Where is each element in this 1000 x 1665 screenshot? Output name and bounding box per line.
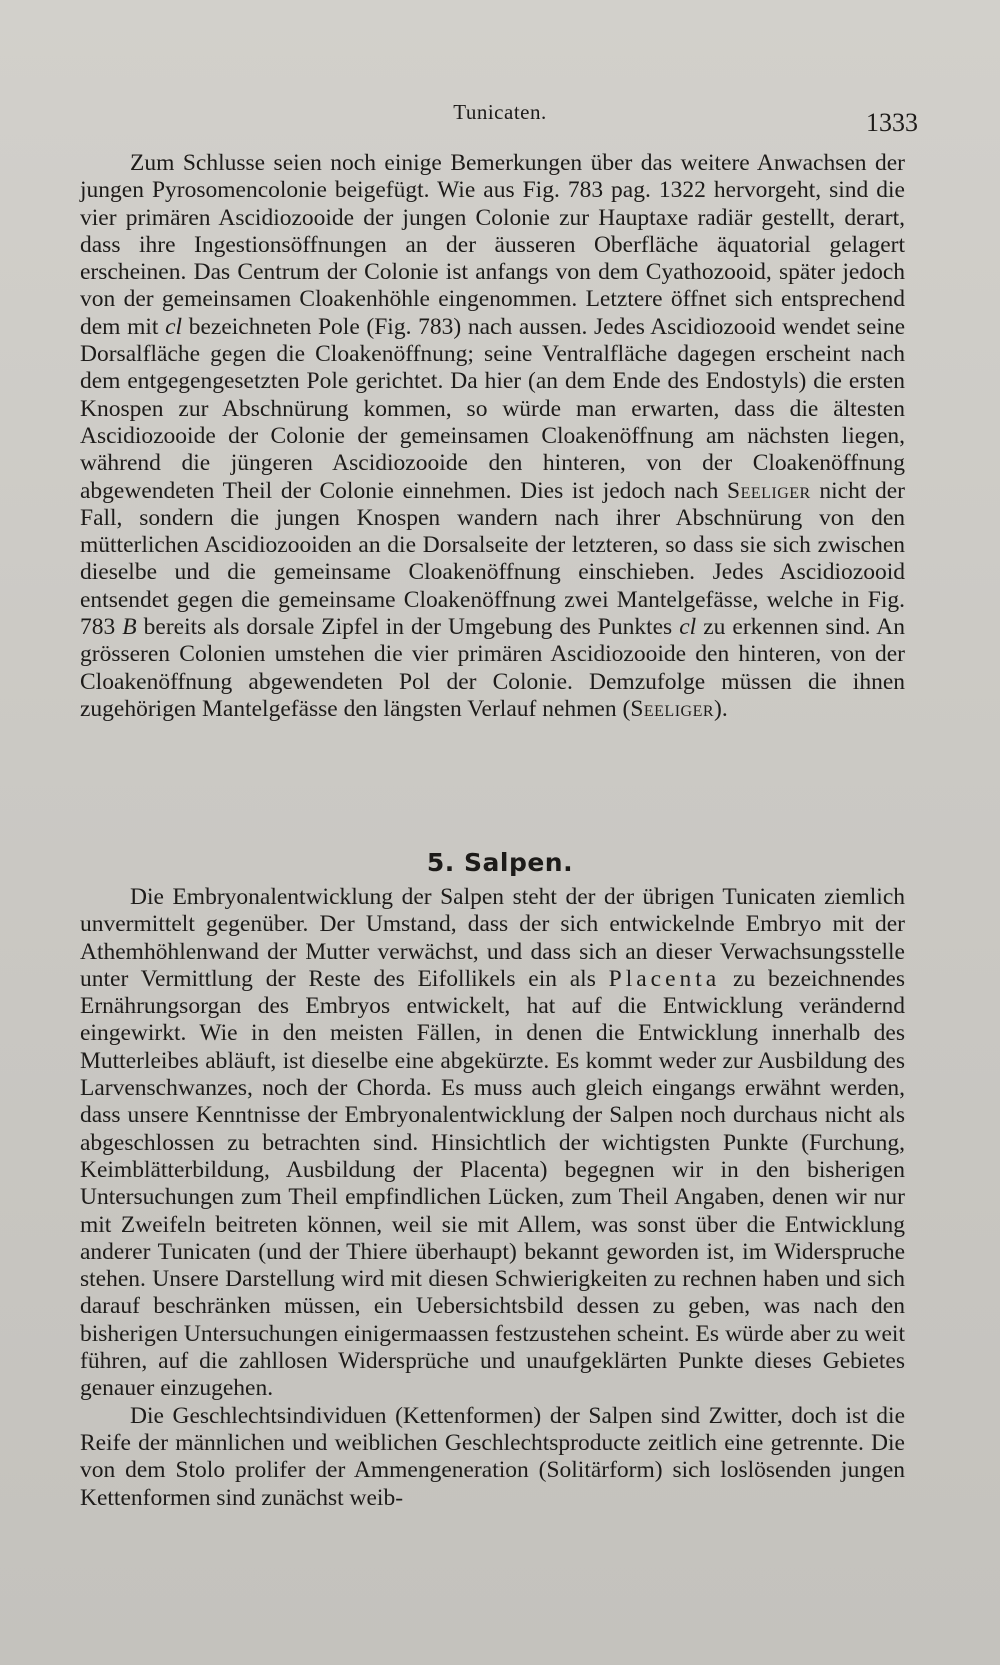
section-heading-salpen: 5. Salpen.	[426, 848, 574, 877]
spaced-term-placenta: Placenta	[608, 965, 721, 992]
page-number: 1333	[866, 108, 918, 137]
paragraph-salp-embryology: Die Embryonalentwicklung der Salpen steht der der übrigen Tunicaten ziemlich unvermittelt gegenüber. Der Umstand, dass der sich entwickelnde Embryo mit der Athemhöhlenwand der Mutter verwächst, und dass sich an dieser Verwachsungsstelle unter Vermittlung der Reste des Eifollikels ein als Placenta zu bezeichnendes Ernährungsorgan des Embryos entwickelt, hat auf die Entwicklung verändernd eingewirkt. Wie in den meisten Fällen, in denen die Entwicklung innerhalb des Mutterleibes abläuft, ist dieselbe eine abgekürzte. Es kommt weder zur Ausbildung des Larvenschwanzes, noch der Chorda. Es muss auch gleich eingangs erwähnt werden, dass unsere Kenntnisse der Embryonalentwicklung der Salpen noch durchaus nicht als abgeschlossen zu betrachten sind. Hinsichtlich der wichtigsten Punkte (Furchung, Keimblätterbildung, Ausbildung der Placenta) begegnen wir in den bisherigen Untersuchungen zum Theil empfindlichen Lücken, zum Theil Angaben, denen wir nur mit Zweifeln beitreten können, weil sie mit Allem, was sonst über die Entwicklung anderer Tunicaten (und der Thiere überhaupt) bekannt geworden ist, im Widerspruche stehen. Unsere Darstellung wird mit diesen Schwierigkeiten zu rechnen haben und sich darauf beschränken müssen, ein Uebersichtsbild dessen zu geben, was nach den bisherigen Untersuchungen einigermaassen festzustehen scheint. Es würde aber zu weit führen, auf die zahllosen Widersprüche und unaufgeklärten Punkte dieses Gebietes genauer einzugehen.	[80, 884, 905, 1402]
author-name-seeliger: Seeliger	[630, 695, 715, 722]
paragraph-sex-individuals: Die Geschlechtsindividuen (Kettenformen) der Salpen sind Zwitter, doch ist die Reife der männlichen und weiblichen Geschlechtsproducte zeitlich eine getrennte. Die von dem Stolo prolifer der Ammengeneration (Solitärform) sich loslösenden jungen Kettenformen sind zunächst weib-	[80, 1402, 905, 1511]
italic-cl: cl	[165, 313, 183, 340]
text-block-lower	[80, 884, 905, 1512]
text-block-upper	[80, 150, 905, 723]
running-title: Tunicaten.	[453, 100, 547, 124]
paragraph-pyrosoma-colony: Zum Schlusse seien noch einige Bemerkungen über das weitere Anwachsen der jungen Pyrosomencolonie beigefügt. Wie aus Fig. 783 pag. 1322 hervorgeht, sind die vier primären Ascidiozooide der jungen Colonie zur Hauptaxe radiär gestellt, derart, dass ihre Ingestionsöffnungen an der äusseren Oberfläche äquatorial gelagert erscheinen. Das Centrum der Colonie ist anfangs von dem Cyathozooid, später jedoch von der gemeinsamen Cloakenhöhle eingenommen. Letztere öffnet sich entsprechend dem mit cl bezeichneten Pole (Fig. 783) nach aussen. Jedes Ascidiozooid wendet seine Dorsalfläche gegen die Cloakenöffnung; seine Ventralfläche dagegen erscheint nach dem entgegengesetzten Pole gerichtet. Da hier (an dem Ende des Endostyls) die ersten Knospen zur Abschnürung kommen, so würde man erwarten, dass die ältesten Ascidiozooide der Colonie der gemeinsamen Cloakenöffnung am nächsten liegen, während die jüngeren Ascidiozooide den hinteren, von der Cloakenöffnung abgewendeten Theil der Colonie einnehmen. Dies ist jedoch nach Seeliger nicht der Fall, sondern die jungen Knospen wandern nach ihrer Abschnürung von den mütterlichen Ascidiozooiden an die Dorsalseite der letzteren, so dass sie sich zwischen dieselbe und die gemeinsame Cloakenöffnung einschieben. Jedes Ascidiozooid entsendet gegen die gemeinsame Cloakenöffnung zwei Mantelgefässe, welche in Fig. 783 B bereits als dorsale Zipfel in der Umgebung des Punktes cl zu erkennen sind. An grösseren Colonien umstehen die vier primären Ascidiozooide den hinteren, von der Cloakenöffnung abgewendeten Pol der Colonie. Demzufolge müssen die ihnen zugehörigen Mantelgefässe den längsten Verlauf nehmen (Seeliger).	[80, 150, 906, 722]
author-name-seeliger: Seeliger	[727, 477, 811, 504]
italic-cl: cl	[679, 614, 697, 641]
italic-b: B	[122, 614, 137, 641]
